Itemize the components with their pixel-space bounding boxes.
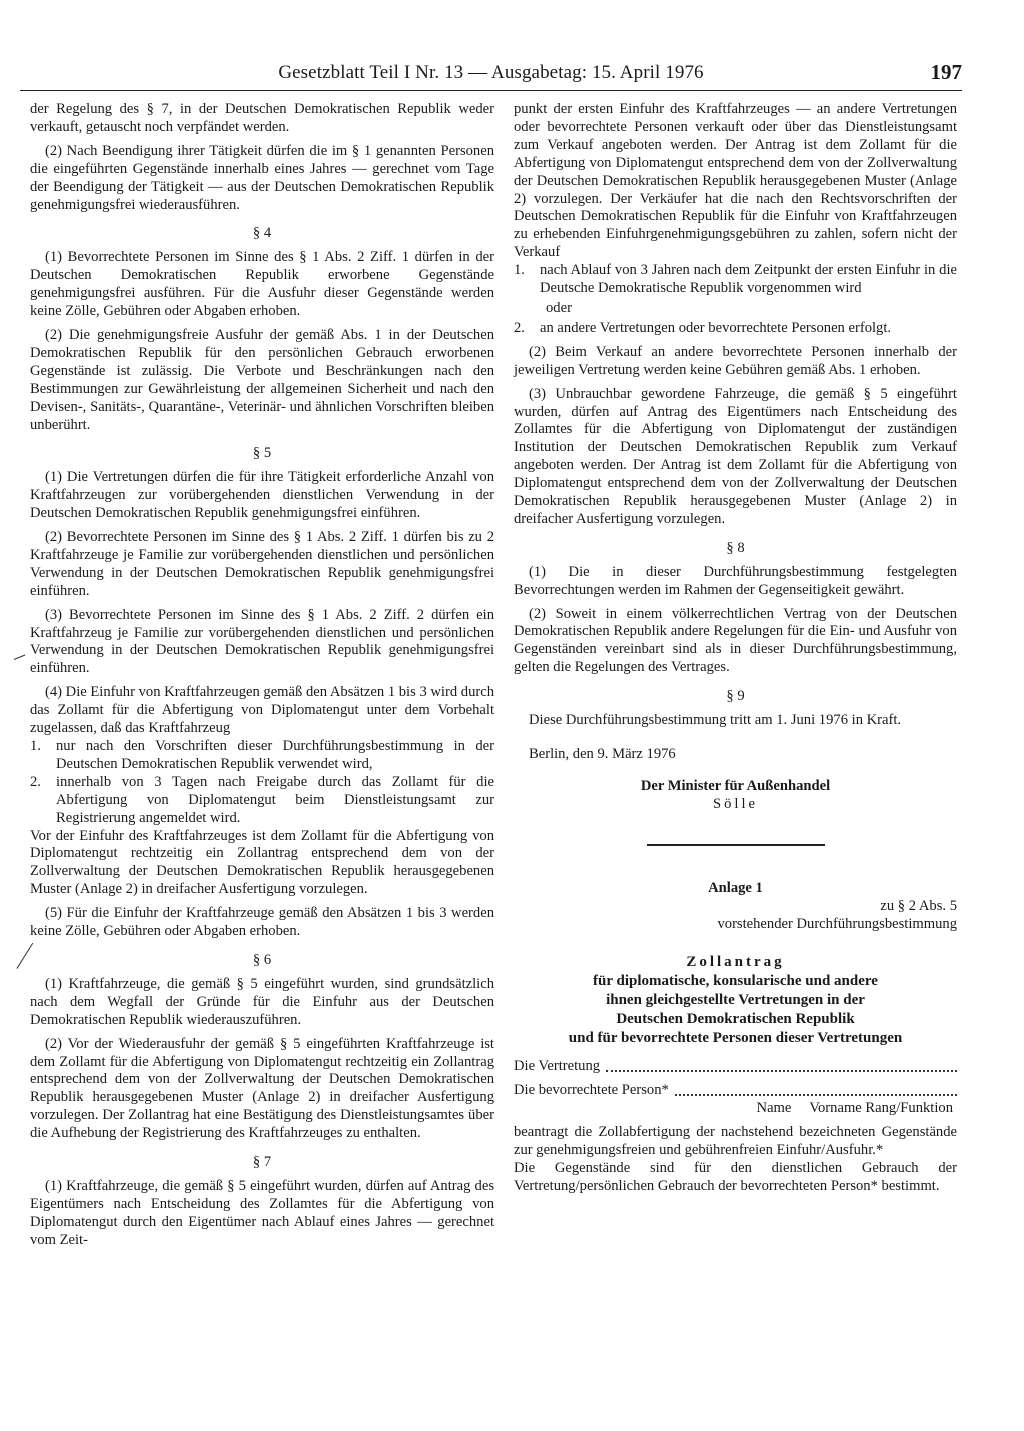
list-number: 1. — [30, 738, 41, 754]
paragraph: Die Gegenstände sind für den dienstlichen Gebrauch der Vertretung/persönlichen Gebrauch der bevorrechteten Person* bestimmt. — [514, 1159, 957, 1194]
paragraph: (3) Bevorrechtete Personen im Sinne des § 1 Abs. 2 Ziff. 2 dürfen ein Kraftfahrzeug je Familie zur vorübergehenden dienstlichen und persönlichen Verwendung in der Deutschen Demokratischen Republik genehmigungsfrei einführen. — [30, 606, 494, 677]
place-date: Berlin, den 9. März 1976 — [529, 746, 676, 762]
list-item — [30, 774, 494, 828]
form-title-line: Zollantrag — [686, 954, 785, 971]
form-field-vertretung — [514, 1058, 957, 1076]
paragraph: (2) Beim Verkauf an andere bevorrechtete Personen innerhalb der jeweiligen Vertretung werden keine Gebühren gemäß Abs. 1 erhoben. — [514, 343, 957, 378]
left-column — [30, 101, 494, 1250]
paragraph: der Regelung des § 7, in der Deutschen Demokratischen Republik weder verkauft, getauscht noch verpfändet werden. — [30, 101, 494, 135]
margin-pencil-mark — [14, 655, 26, 661]
paragraph: (1) Kraftfahrzeuge, die gemäß § 5 eingeführt wurden, dürfen auf Antrag des Eigentümers nach Entscheidung des Zollamtes für die Abfertigung von Diplomatengut durch den Eigentümer nach Ablauf eines Jahres — gerechnet vom Zeit- — [30, 1177, 494, 1248]
paragraph: punkt der ersten Einfuhr des Kraftfahrzeuges — an andere Vertretungen oder bevorrechtete Personen verkauft oder über das Dienstleistungsamt zum Verkauf angeboten werden. Der Antrag ist dem Zollamt für die Abfertigung von Diplomatengut entsprechend dem von der Zollverwaltung der Deutschen Demokratischen Republik herausgegebenen Muster (Anlage 2) vorzulegen. Der Verkäufer hat die nach den Rechtsvorschriften der Deutschen Demokratischen Republik für die Einfuhr von Kraftfahrzeugen zu erhebenden Einfuhrgenehmigungsgebühren zu zahlen, sofern nicht der Verkauf — [514, 101, 957, 261]
paragraph: (1) Bevorrechtete Personen im Sinne des § 1 Abs. 2 Ziff. 1 dürfen in der Deutschen Demokratischen Republik erworbene Gegenstände genehmigungsfrei ausführen. Für die Ausfuhr dieser Gegenstände werden keine Zölle, Gebühren oder Abgaben erhoben. — [30, 249, 494, 320]
form-title-line: ihnen gleichgestellte Vertretungen in der — [606, 992, 865, 1009]
field-label: Die bevorrechtete Person* — [514, 1082, 669, 1099]
header-title: Gesetzblatt Teil I Nr. 13 — Ausgabetag: 15. April 1976 — [278, 62, 704, 83]
field-label: Die Vertretung — [514, 1058, 601, 1075]
paragraph: Vor der Einfuhr des Kraftfahrzeuges ist dem Zollamt für die Abfertigung von Diplomatengut rechtzeitig ein Zollantrag entsprechend dem von der Zollverwaltung der Deutschen Demokratischen Republik herausgegebenen Muster (Anlage 2) in dreifacher Ausfertigung vorzulegen. — [30, 827, 494, 898]
page-header — [20, 58, 962, 91]
section-heading: § 7 — [252, 1154, 272, 1171]
form-field-person — [514, 1082, 957, 1100]
right-column — [514, 101, 957, 1196]
form-title — [514, 953, 957, 1048]
form-title-line: Deutschen Demokratischen Republik — [616, 1011, 855, 1028]
list-text: innerhalb von 3 Tagen nach Freigabe durch das Zollamt für die Abfertigung von Diplomatengut beim Dienstleistungsamt zur Registrierung angemeldet wird. — [56, 773, 494, 826]
annex-title: Anlage 1 — [708, 879, 763, 896]
field-sublabels: Name Vorname Rang/Funktion — [756, 1100, 953, 1117]
list-text: nach Ablauf von 3 Jahren nach dem Zeitpunkt der ersten Einfuhr in die Deutsche Demokratische Republik vorgenommen wird — [540, 262, 957, 297]
list-item — [514, 320, 957, 338]
paragraph: (1) Kraftfahrzeuge, die gemäß § 5 eingeführt wurden, sind grundsätzlich nach dem Wegfall der Gründe für die Einfuhr aus der Deutschen Demokratischen Republik wiederauszuführen. — [30, 975, 494, 1028]
section-heading: § 9 — [726, 688, 745, 705]
paragraph: Diese Durchführungsbestimmung tritt am 1. Juni 1976 in Kraft. — [529, 712, 902, 729]
paragraph: (1) Die in dieser Durchführungsbestimmung festgelegten Bevorrechtungen werden im Rahmen der Gegenseitigkeit gewährt. — [514, 563, 957, 598]
paragraph: (2) Nach Beendigung ihrer Tätigkeit dürfen die im § 1 genannten Personen die eingeführten Gegenstände innerhalb eines Jahres — gerechnet vom Tage der Beendigung der Tätigkeit — aus der Deutschen Demokratischen Republik genehmigungsfrei wiederausführen. — [30, 142, 494, 213]
list-item — [30, 738, 494, 774]
list-number: 2. — [30, 773, 41, 790]
paragraph: (2) Bevorrechtete Personen im Sinne des § 1 Abs. 2 Ziff. 1 dürfen bis zu 2 Kraftfahrzeuge je Familie zur vorübergehenden dienstlichen und persönlichen Verwendung in der Deutschen Demokratischen Republik genehmigungsfrei einführen. — [30, 529, 494, 599]
page-number: 197 — [930, 60, 962, 84]
list-number: 1. — [514, 262, 525, 279]
list-item — [514, 262, 957, 298]
dotted-fill-line — [606, 1058, 957, 1072]
dotted-fill-line — [675, 1082, 957, 1096]
section-heading: § 6 — [252, 951, 272, 968]
paragraph: (2) Vor der Wiederausfuhr der gemäß § 5 eingeführten Kraftfahrzeuge ist dem Zollamt für die Abfertigung von Diplomatengut rechtzeitig ein Zollantrag entsprechend dem von der Zollverwaltung der Deutschen Demokratischen Republik herausgegebenen Muster (Anlage 2) in dreifacher Ausfertigung vorzulegen. Der Zollantrag hat eine Bestätigung des Dienstleistungsamtes über die Aufhebung der Registrierung des Kraftfahrzeuges zu enthalten. — [30, 1035, 494, 1142]
section-heading: § 4 — [252, 225, 272, 242]
annex-reference: zu § 2 Abs. 5 — [880, 897, 957, 914]
paragraph: beantragt die Zollabfertigung der nachstehend bezeichneten Gegenstände zur genehmigungsfreien und gebührenfreien Einfuhr/Ausfuhr.* — [514, 1124, 957, 1159]
section-heading: § 8 — [726, 539, 745, 556]
list-connector: oder — [546, 299, 572, 316]
list-text: an andere Vertretungen oder bevorrechtete Personen erfolgt. — [540, 319, 892, 336]
form-title-line: und für bevorrechtete Personen dieser Vertretungen — [568, 1030, 903, 1047]
divider-rule — [647, 844, 825, 846]
section-heading: § 5 — [252, 445, 272, 462]
form-title-line: für diplomatische, konsularische und andere — [593, 973, 878, 990]
paragraph: (2) Soweit in einem völkerrechtlichen Vertrag von der Deutschen Demokratischen Republik andere Regelungen für die Ein- und Ausfuhr von Gegenständen vereinbart sind als in dieser Durchführungsbestimmung, gelten die Regelungen des Vertrages. — [514, 605, 957, 676]
annex-reference: vorstehender Durchführungsbestimmung — [717, 915, 957, 932]
paragraph: (5) Für die Einfuhr der Kraftfahrzeuge gemäß den Absätzen 1 bis 3 werden keine Zölle, Gebühren oder Abgaben erhoben. — [30, 905, 494, 940]
paragraph: (1) Die Vertretungen dürfen die für ihre Tätigkeit erforderliche Anzahl von Kraftfahrzeugen zur vorübergehenden dienstlichen Verwendung in der Deutschen Demokratischen Republik genehmigungsfrei einführen. — [30, 469, 494, 522]
paragraph: (2) Die genehmigungsfreie Ausfuhr der gemäß Abs. 1 in der Deutschen Demokratischen Republik für den persönlichen Gebrauch erworbenen Gegenstände ist zulässig. Die Verbote und Beschränkungen nach den Bestimmungen zur Gewährleistung der allgemeinen Sicherheit und nach den Devisen-, Sanitäts-, Quarantäne-, Veterinär- und ähnlichen Vorschriften bleiben unberührt. — [30, 326, 494, 433]
list-number: 2. — [514, 319, 525, 336]
paragraph: (4) Die Einfuhr von Kraftfahrzeugen gemäß den Absätzen 1 bis 3 wird durch das Zollamt für die Abfertigung von Diplomatengut unter dem Vorbehalt zugelassen, daß das Kraftfahrzeug — [30, 684, 495, 737]
paragraph: (3) Unbrauchbar gewordene Fahrzeuge, die gemäß § 5 eingeführt wurden, dürfen auf Antrag des Eigentümers nach Entscheidung des Zollamtes für die Abfertigung von Diplomatengut der zuständigen Institution der Deutschen Demokratischen Republik zum Verkauf angeboten werden. Der Antrag ist dem Zollamt für die Abfertigung von Diplomatengut entsprechend dem von der Zollverwaltung der Deutschen Demokratischen Republik herausgegebenen Muster (Anlage 2) in dreifacher Ausfertigung vorzulegen. — [514, 385, 957, 527]
signer-name: Sölle — [713, 795, 758, 812]
signer-title: Der Minister für Außenhandel — [640, 777, 831, 794]
list-text: nur nach den Vorschriften dieser Durchführungsbestimmung in der Deutschen Demokratischen Republik verwendet wird, — [56, 738, 494, 772]
